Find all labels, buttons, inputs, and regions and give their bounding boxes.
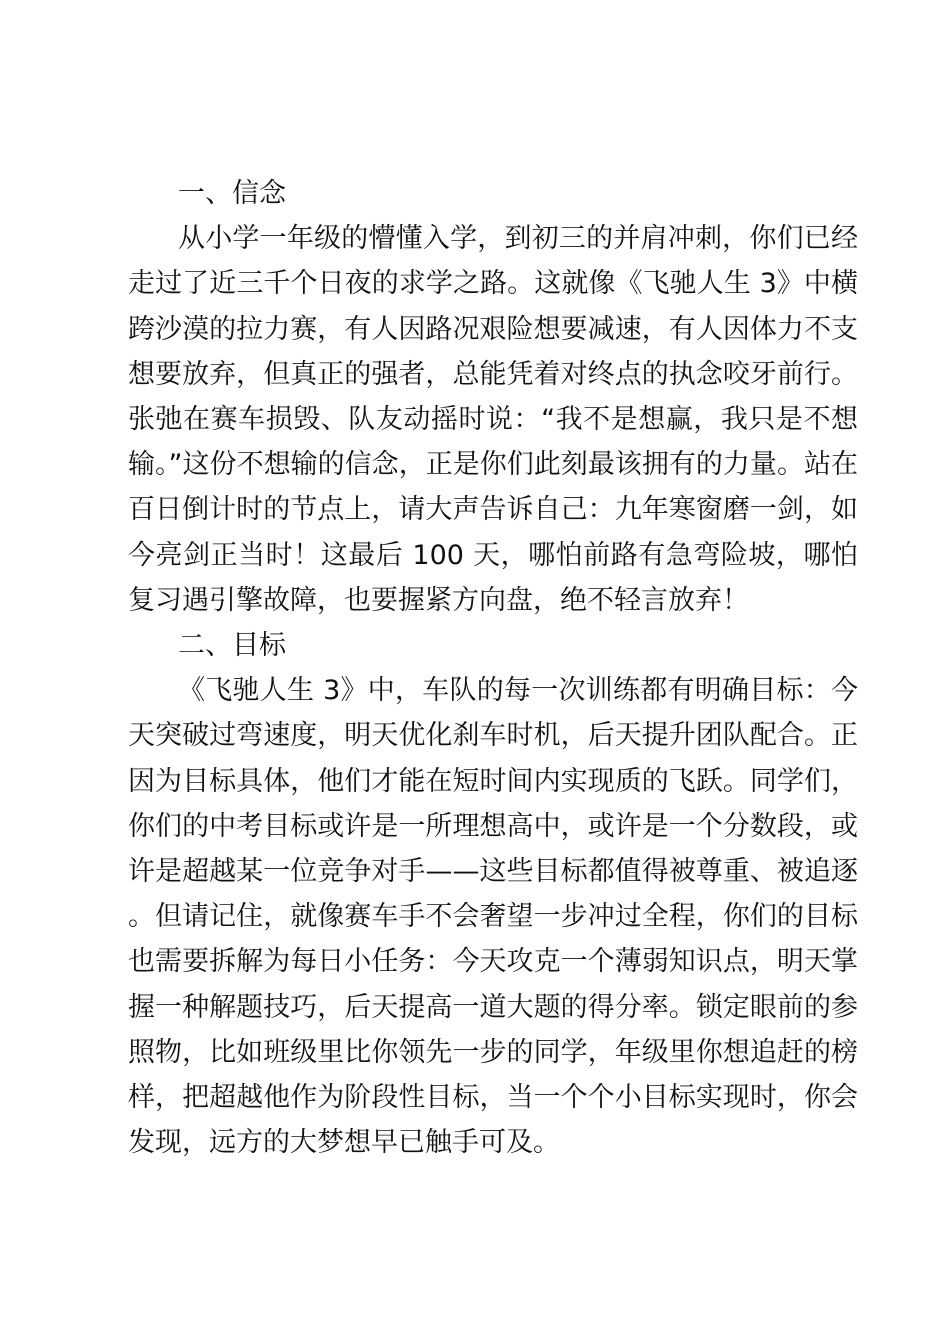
section-heading-goal: 二、目标: [178, 630, 286, 662]
section-paragraph-goal: 《飞驰人生 3》中，车队的每一次训练都有明确目标：今天突破过弯速度，明天优化刹车时机，后天提升团队配合。正因为目标具体，他们才能在短时间内实现质的飞跃。同学们，你们的中考目标或许是一所理想高中，或许是一个分数段，或许是超越某一位竞争对手——这些目标都值得被尊重、被追逐。但请记住，就像赛车手不会奢望一步冲过全程，你们的目标也需要拆解为每日小任务：今天攻克一个薄弱知识点，明天掌握一种解题技巧，后天提高一道大题的得分率。锁定眼前的参照物，比如班级里比你领先一步的同学，年级里你想追赶的榜样，把超越他作为阶段性目标，当一个个小目标实现时，你会发现，远方的大梦想早已触手可及。: [128, 675, 858, 1159]
section-heading-belief: 一、信念: [178, 178, 286, 209]
document-body: [128, 171, 858, 1165]
section-paragraph-belief: 从小学一年级的懵懂入学，到初三的并肩冲刺，你们已经走过了近三千个日夜的求学之路。这就像《飞驰人生 3》中横跨沙漠的拉力赛，有人因路况艰险想要减速，有人因体力不支想要放弃，但真正的强者，总能凭着对终点的执念咬牙前行。张弛在赛车损毁、队友动摇时说：“我不是想赢，我只是不想输。”这份不想输的信念，正是你们此刻最该拥有的力量。站在百日倒计时的节点上，请大声告诉自己：九年寒窗磨一剑，如今亮剑正当时！这最后 100 天，哪怕前路有急弯险坡，哪怕复习遇引擎故障，也要握紧方向盘，绝不轻言放弃！: [128, 223, 858, 616]
